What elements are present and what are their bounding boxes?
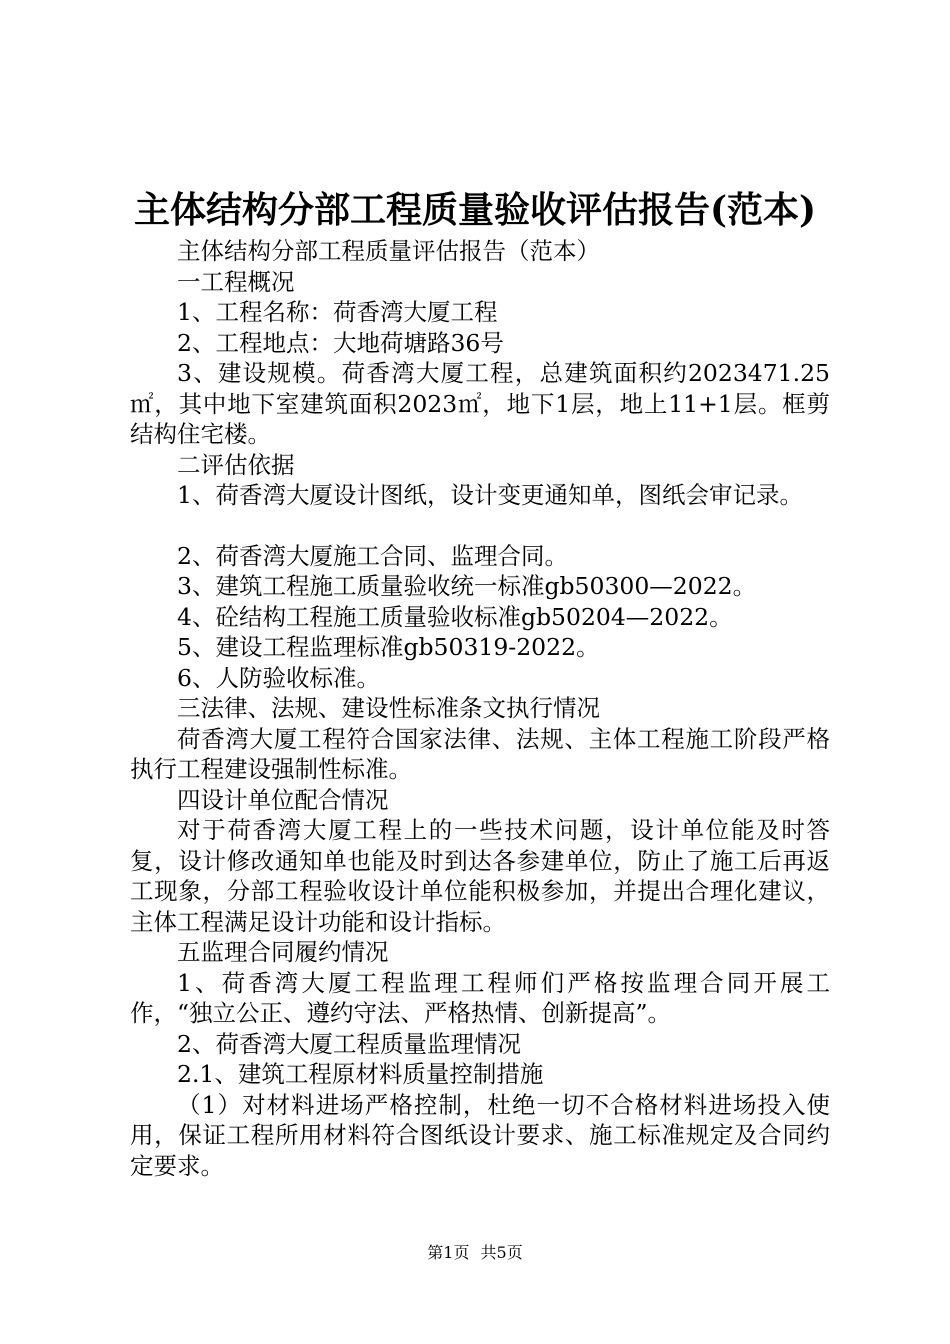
- page-number: 第1页: [427, 1243, 470, 1262]
- paragraph: 荷香湾大厦工程符合国家法律、法规、主体工程施工阶段严格执行工程建设强制性标准。: [130, 724, 830, 783]
- paragraph: 3、建筑工程施工质量验收统一标准gb50300—2022。: [177, 572, 757, 600]
- document-title: 主体结构分部工程质量验收评估报告(范本): [133, 189, 817, 231]
- paragraph: 2、工程地点：大地荷塘路36号: [177, 328, 504, 357]
- paragraph: 6、人防验收标准。: [177, 663, 380, 692]
- paragraph: 2、荷香湾大厦工程质量监理情况: [177, 1029, 521, 1058]
- section-heading: 五监理合同履约情况: [177, 938, 389, 966]
- section-heading: 三法律、法规、建设性标准条文执行情况: [177, 694, 600, 722]
- section-heading: 二评估依据: [177, 450, 295, 479]
- paragraph: 4、砼结构工程施工质量验收标准gb50204—2022。: [177, 602, 733, 631]
- paragraph: 5、建设工程监理标准gb50319-2022。: [177, 633, 600, 661]
- page-footer: [0, 1242, 950, 1264]
- paragraph: 2.1、建筑工程原材料质量控制措施: [177, 1060, 544, 1088]
- page-total: 共5页: [480, 1243, 523, 1262]
- paragraph: 2、荷香湾大厦施工合同、监理合同。: [177, 541, 568, 570]
- paragraph-subtitle: 主体结构分部工程质量评估报告（范本）: [177, 237, 600, 265]
- paragraph: 3、建设规模。荷香湾大厦工程，总建筑面积约2023471.25㎡，其中地下室建筑面积2023㎡，地下1层，地上11+1层。框剪结构住宅楼。: [130, 359, 830, 448]
- document-body: [130, 236, 830, 1181]
- section-heading: 四设计单位配合情况: [177, 785, 389, 814]
- paragraph: 1、工程名称：荷香湾大厦工程: [177, 298, 498, 326]
- section-heading: 一工程概况: [177, 267, 295, 296]
- paragraph: 1、荷香湾大厦设计图纸，设计变更通知单，图纸会审记录。: [177, 481, 803, 509]
- paragraph: 1、荷香湾大厦工程监理工程师们严格按监理合同开展工作，“独立公正、遵约守法、严格热情、创新提高”。: [130, 968, 830, 1027]
- paragraph: （1）对材料进场严格控制，杜绝一切不合格材料进场投入使用，保证工程所用材料符合图纸设计要求、施工标准规定及合同约定要求。: [130, 1090, 830, 1180]
- paragraph: 对于荷香湾大厦工程上的一些技术问题，设计单位能及时答复，设计修改通知单也能及时到达各参建单位，防止了施工后再返工现象，分部工程验收设计单位能积极参加，并提出合理化建议，主体工程满足设计功能和设计指标。: [130, 816, 830, 936]
